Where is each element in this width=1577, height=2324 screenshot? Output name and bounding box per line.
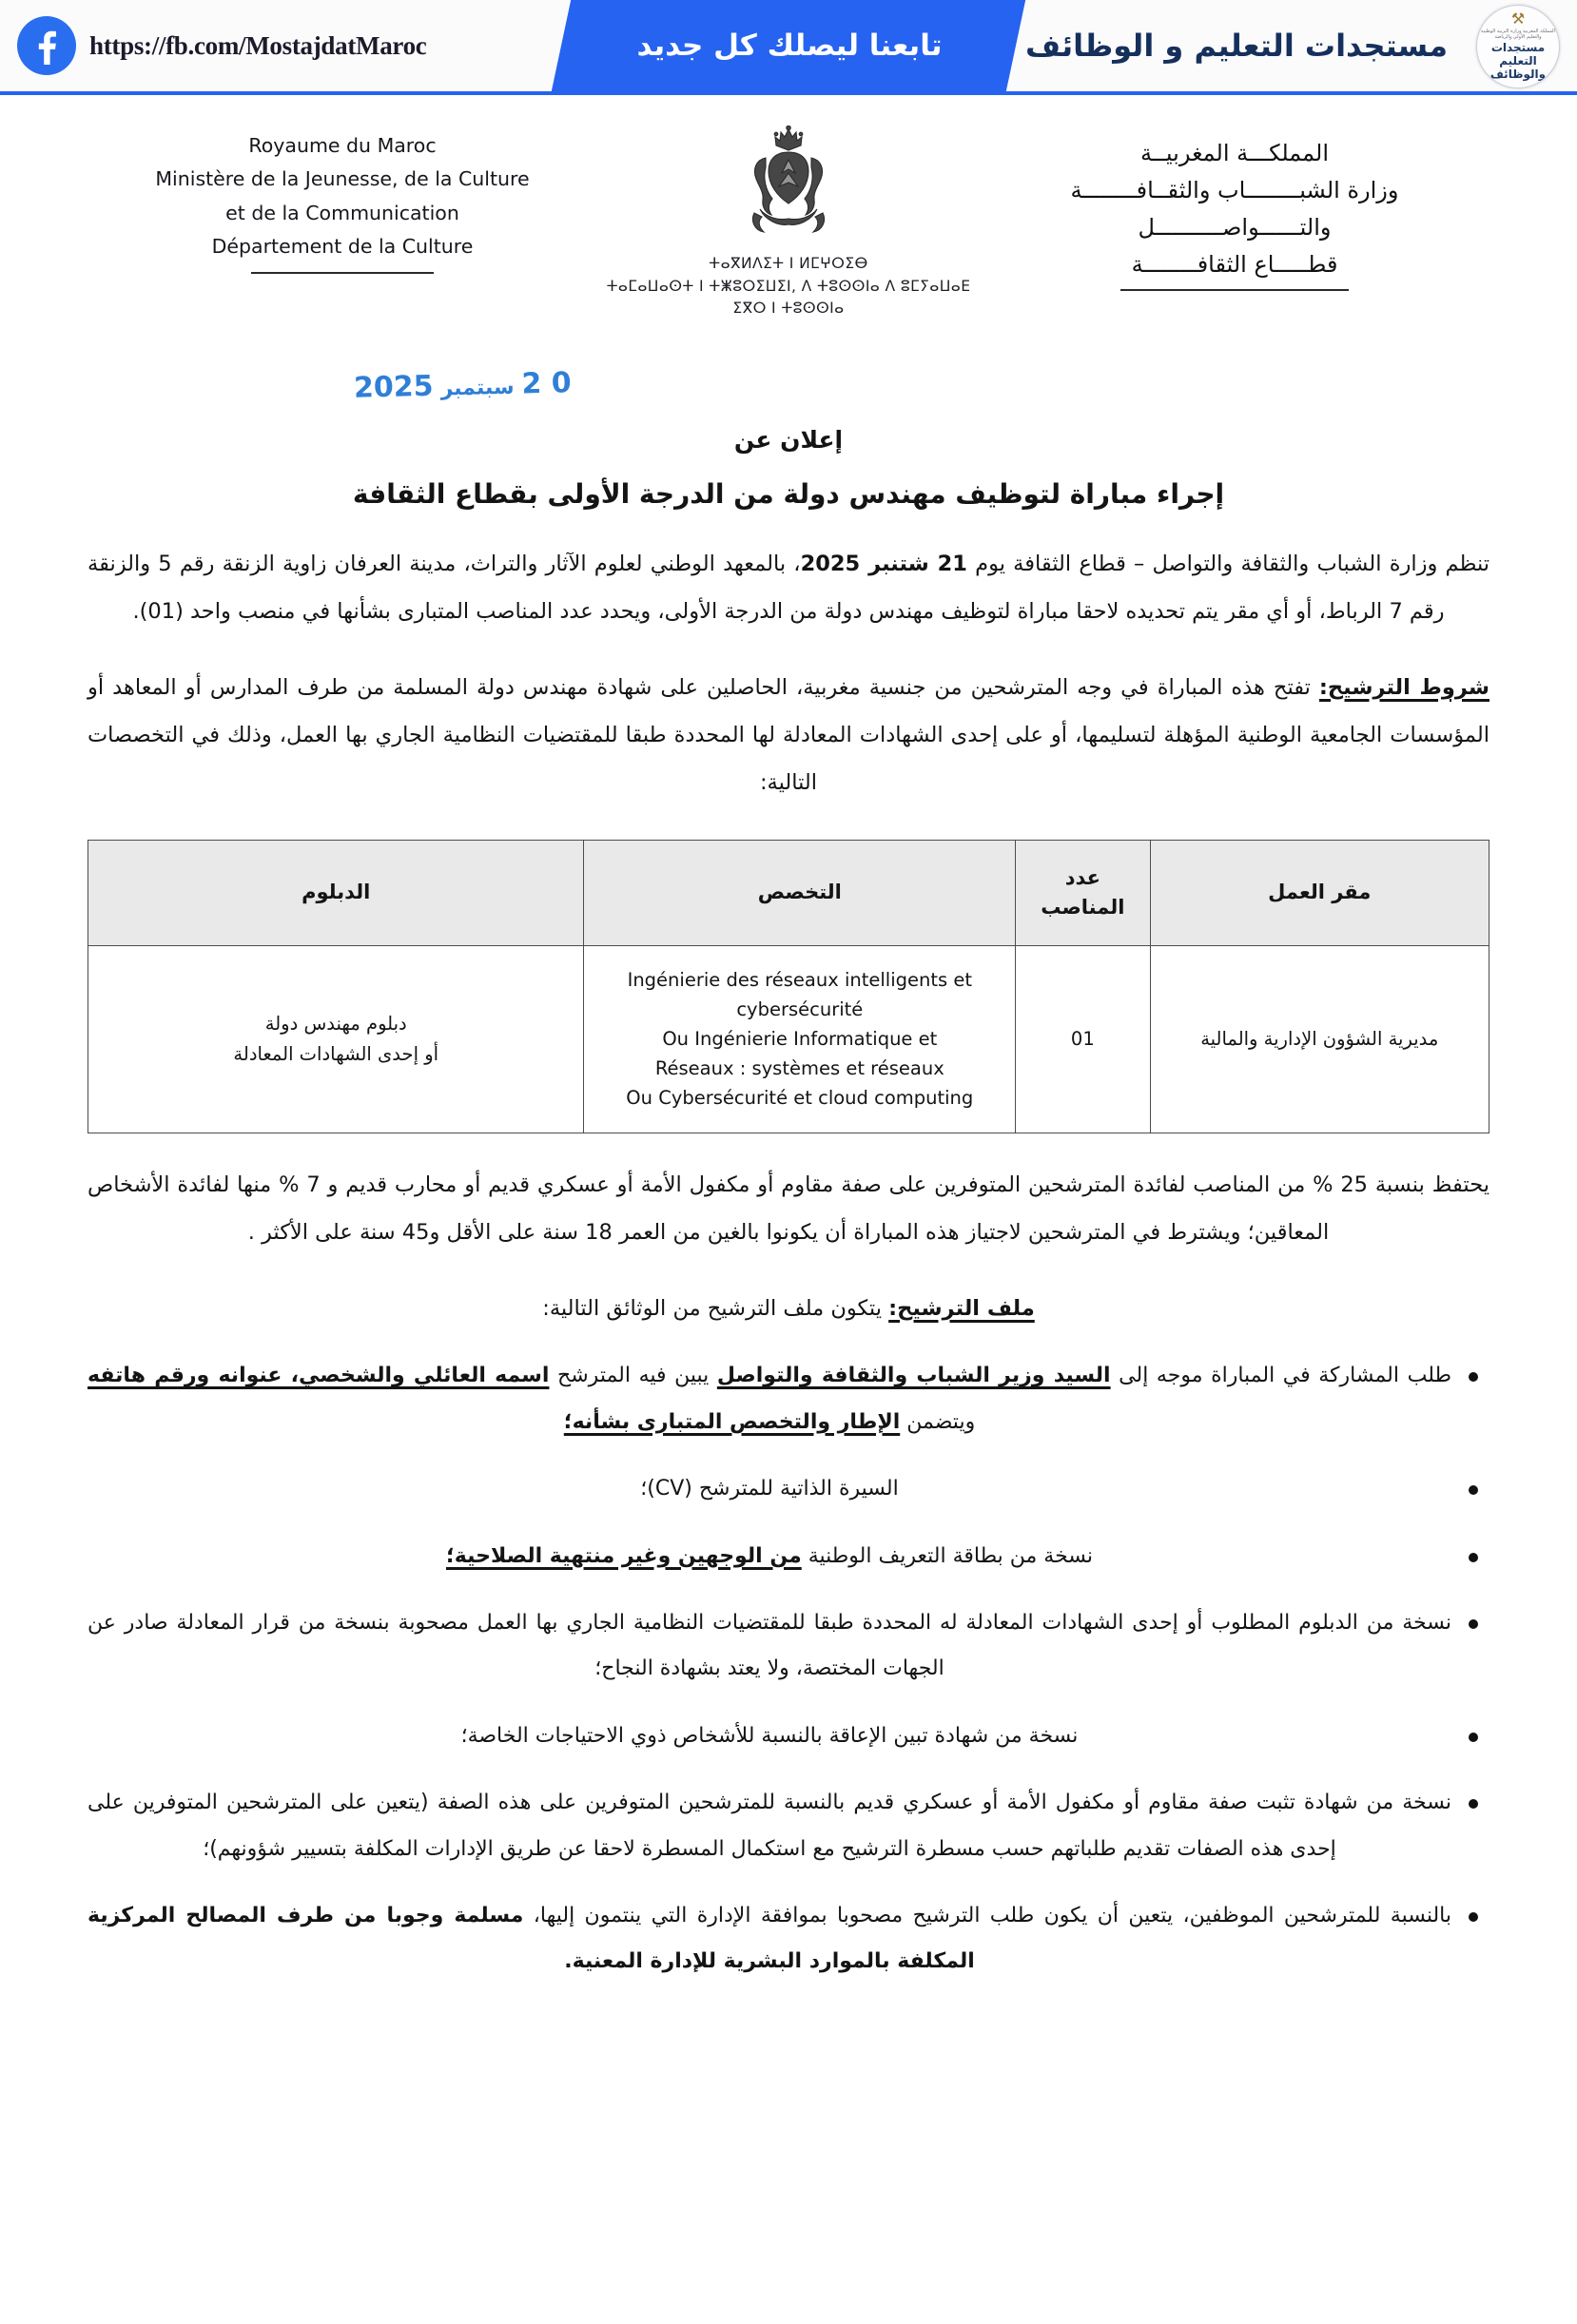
- stamp-year: 2025: [353, 369, 434, 405]
- letterhead-french-block: [143, 129, 542, 274]
- table-header-specialite: التخصص: [584, 840, 1016, 945]
- badge-line-2: والوظائف: [1489, 67, 1547, 81]
- letterhead-arabic-block: [1035, 135, 1434, 291]
- competition-date: 21 شتنبر 2025: [800, 552, 967, 576]
- intro-paragraph: [88, 541, 1489, 636]
- required-documents-list: [88, 1353, 1489, 1985]
- badge-crest-icon: ⚒: [1510, 10, 1526, 28]
- document-item-run: نسخة من بطاقة التعريف الوطنية: [801, 1543, 1094, 1568]
- dossier-intro: يتكون ملف الترشيح من الوثائق التالية:: [542, 1295, 889, 1321]
- specialties-table: [88, 840, 1489, 1133]
- list-item: [88, 1534, 1489, 1579]
- facebook-icon: [17, 16, 76, 75]
- dossier-label: ملف الترشيح:: [888, 1295, 1035, 1321]
- document-item-run: طلب المشاركة في المباراة موجه إلى: [1110, 1364, 1451, 1388]
- letterhead-ar-line-1: المملكـــة المغربيــة: [1139, 140, 1330, 166]
- document-item-run: مسلمة وجوبا من طرف المصالح المركزية المكلفة بالموارد البشرية للإدارة المعنية.: [88, 1903, 975, 1974]
- diplome-line-1: دبلوم مهندس دولة: [264, 1013, 407, 1036]
- letterhead-fr-line-3: et de la Communication: [225, 201, 459, 224]
- facebook-url-text: https://fb.com/MostajdatMaroc: [89, 30, 427, 60]
- list-item: [88, 1780, 1489, 1872]
- date-stamp: [354, 366, 573, 405]
- letterhead-tifinagh-line-2: ⵜⴰⵎⴰⵡⴰⵙⵜ ⵏ ⵜⵥⵓⵔⵉⵡⵉⵏ, ⴷ ⵜⵓⵙⵙⵏⴰ ⴷ ⵓⵎⵢⴰⵡⴰⴹ: [606, 277, 971, 295]
- conditions-label: شروط الترشيح:: [1318, 674, 1489, 700]
- document-item-run: السيد وزير الشباب والثقافة والتواصل: [716, 1364, 1111, 1388]
- badge-micro-text: المملكة المغربية وزارة التربية الوطنية والتعليم الأولي والرياضة: [1481, 28, 1555, 40]
- document-item-run: بالنسبة للمترشحين الموظفين، يتعين أن يكون طلب الترشيح مصحوبا بموافقة الإدارة التي ينتمون إليها،: [523, 1903, 1452, 1927]
- specialite-line-2: cybersécurité: [736, 997, 864, 1020]
- banner-slogan: تابعنا ليصلك كل جديد: [636, 29, 943, 63]
- document-item-run: نسخة من شهادة تثبت صفة مقاوم أو مكفول الأمة أو عسكري قديم بالنسبة للمترشحين المتوفرين على هذه الصفة (يتعين على المترشحين المتوفرين على إحدى هذه الصفات تقديم طلباتهم حسب مسطرة الترشيح مع استكمال المسطرة لاحقا عن طريق الإدارات المكلفة بتسيير شؤونهم)؛: [88, 1791, 1451, 1861]
- table-row: [88, 945, 1489, 1133]
- announcement-kicker: إعلان عن: [733, 426, 844, 454]
- table-header-row: [88, 840, 1489, 945]
- letterhead-fr-line-2: Ministère de la Jeunesse, de la Culture: [155, 167, 530, 191]
- letterhead-tifinagh-line-3: ⵉⴳⵔ ⵏ ⵜⵓⵙⵙⵏⴰ: [732, 299, 845, 317]
- list-item: [88, 1893, 1489, 1985]
- conditions-paragraph: [88, 665, 1489, 807]
- document-item-run: نسخة من شهادة تبين الإعاقة بالنسبة للأشخاص ذوي الاحتياجات الخاصة؛: [460, 1723, 1079, 1748]
- cell-nombre: 01: [1016, 945, 1150, 1133]
- intro-text-a: تنظم وزارة الشباب والثقافة والتواصل – قطاع الثقافة يوم: [966, 552, 1490, 576]
- specialite-line-1: Ingénierie des réseaux intelligents et: [627, 968, 973, 991]
- letterhead-fr-line-1: Royaume du Maroc: [248, 134, 437, 157]
- document-item-run: ويتضمن: [900, 1409, 976, 1434]
- stamp-day: 0 2: [521, 366, 573, 401]
- cell-lieu: مديرية الشؤون الإدارية والمالية: [1150, 945, 1489, 1133]
- intro-text-b: ، بالمعهد الوطني لعلوم الآثار والتراث، مدينة العرفان زاوية الزنقة رقم 5 والزنقة رقم 7 الرباط، أو أي مقر يتم تحديده لاحقا مباراة لتوظيف مهندس دولة من الدرجة الأولى، ويحدد عدد المناصب المتبارى بشأنها في منصب واحد (01).: [88, 552, 1445, 624]
- facebook-link[interactable]: [17, 0, 427, 91]
- brand-badge-logo: [1476, 5, 1560, 88]
- list-item: [88, 1600, 1489, 1693]
- table-header-lieu: مقر العمل: [1150, 840, 1489, 945]
- table-header-diplome: الدبلوم: [88, 840, 584, 945]
- specialite-line-3: Ou Ingénierie Informatique et: [662, 1028, 938, 1051]
- badge-line-1: مستجدات التعليم: [1490, 41, 1546, 68]
- page-title: إجراء مباراة لتوظيف مهندس دولة من الدرجة الأولى بقطاع الثقافة: [352, 478, 1225, 510]
- document-item-run: اسمه العائلي والشخصي، عنوانه ورقم هاتفه: [88, 1364, 550, 1388]
- conditions-text: تفتح هذه المباراة في وجه المترشحين من جنسية مغربية، الحاصلين على شهادة مهندس دولة المسلمة من طرف المدارس أو المعاهد أو المؤسسات الجامعية الوطنية المؤهلة لتسليمها، أو على إحدى الشهادات المعادلة لها المحددة طبقا للمقتضيات النظامية الجاري بها العمل، وذلك في التخصصات التالية:: [88, 674, 1489, 795]
- banner-brand-name: مستجدات التعليم و الوظائف: [1024, 28, 1449, 64]
- dossier-paragraph: [88, 1286, 1489, 1333]
- stamp-month: سبتمبر: [440, 375, 515, 401]
- quota-paragraph: يحتفظ بنسبة 25 % من المناصب لفائدة المترشحين المتوفرين على صفة مقاوم أو مكفول الأمة أو عسكري قديم أو محارب قديم و 7 % منها لفائدة الأشخاص المعاقين؛ ويشترط في المترشحين لاجتياز هذه المباراة أن يكونوا بالغين من العمر 18 سنة على الأقل و45 سنة على الأكثر .: [88, 1172, 1489, 1245]
- document-item-run: يبين فيه المترشح: [549, 1364, 717, 1388]
- letterhead-ar-line-4: قطـــــاع الثقافــــــــة: [1131, 250, 1338, 278]
- specialite-line-4: Réseaux : systèmes et réseaux: [654, 1057, 944, 1080]
- letterhead-tifinagh-line-1: ⵜⴰⴳⵍⴷⵉⵜ ⵏ ⵍⵎⵖⵔⵉⴱ: [709, 255, 868, 273]
- table-header-nombre: عدد المناصب: [1016, 840, 1150, 945]
- letterhead: [0, 95, 1577, 405]
- diplome-line-2: أو إحدى الشهادات المعادلة: [233, 1042, 439, 1065]
- list-item: [88, 1466, 1489, 1512]
- document-item-run: من الوجهين وغير منتهية الصلاحية؛: [445, 1543, 802, 1568]
- document-item-run: الإطار والتخصص المتبارى بشأنه؛: [563, 1409, 901, 1434]
- document-content: [0, 426, 1577, 2024]
- list-item: [88, 1353, 1489, 1445]
- letterhead-ar-line-3: والتــــــواصــــــــــل: [1138, 213, 1332, 241]
- document-item-run: السيرة الذاتية للمترشح (CV)؛: [640, 1477, 899, 1501]
- cell-specialite: [584, 945, 1016, 1133]
- list-item: [88, 1714, 1489, 1759]
- letterhead-fr-line-4: Département de la Culture: [211, 234, 474, 258]
- letterhead-fr-rule: [251, 272, 434, 274]
- cell-diplome: [88, 945, 584, 1133]
- specialite-line-5: Ou Cybersécurité et cloud computing: [626, 1087, 974, 1110]
- document-item-run: نسخة من الدبلوم المطلوب أو إحدى الشهادات المعادلة له المحددة طبقا للمقتضيات النظامية الجاري بها العمل مصحوبة بنسخة من قرار المعادلة صادر عن الجهات المختصة، ولا يعتد بشهادة النجاح؛: [88, 1611, 1451, 1681]
- letterhead-ar-line-2: وزارة الشبــــــــاب والثقــافــــــــة: [1070, 176, 1399, 203]
- social-banner: [0, 0, 1577, 95]
- letterhead-ar-rule: [1120, 289, 1349, 291]
